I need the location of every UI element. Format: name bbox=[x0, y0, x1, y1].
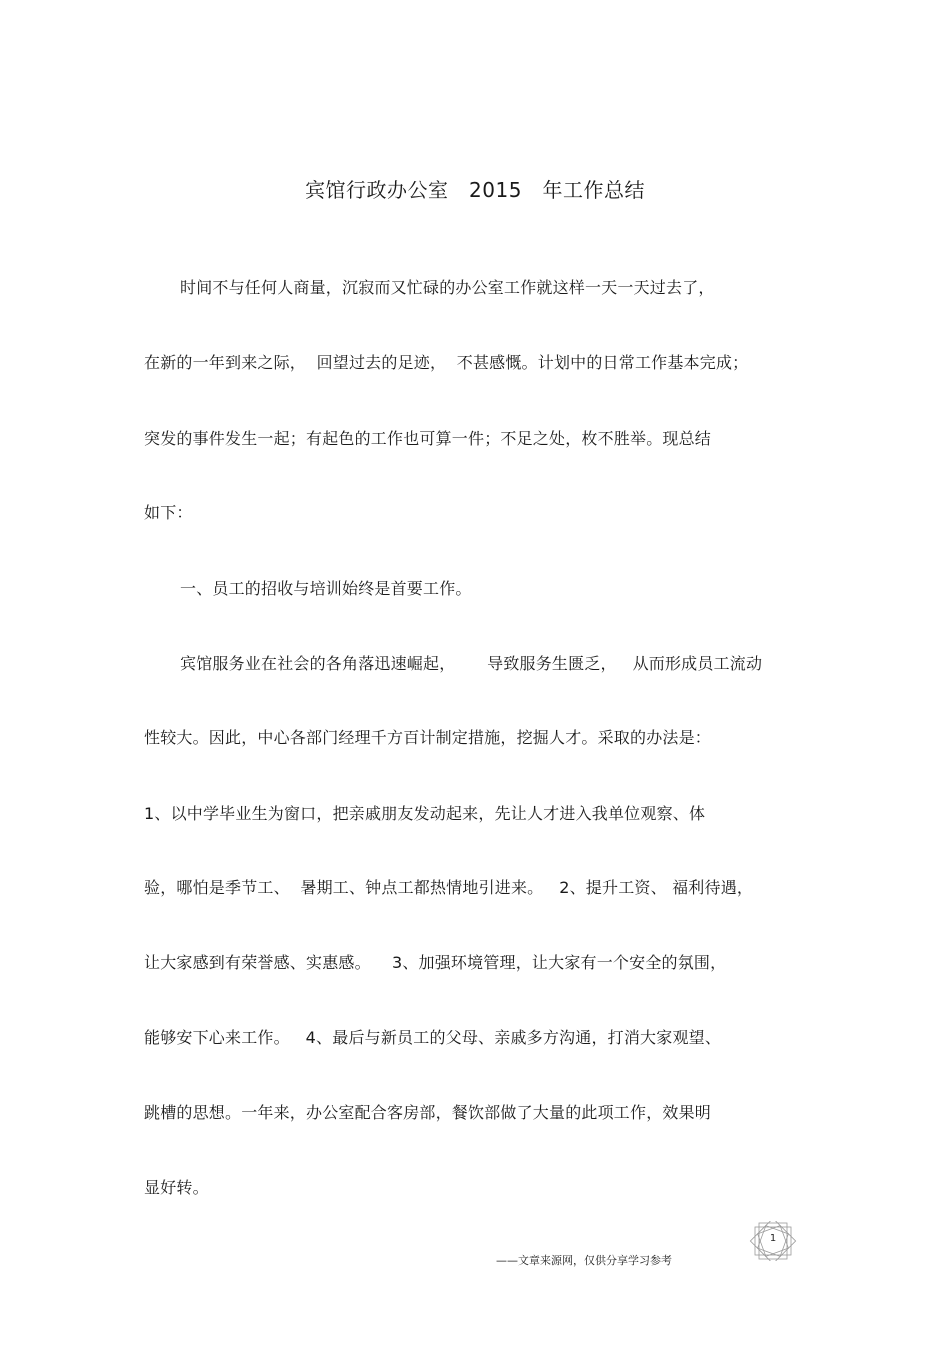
body-line: 时间不与任何人商量，沉寂而又忙碌的办公室工作就这样一天一天过去了， bbox=[180, 278, 715, 297]
page-number-badge bbox=[749, 1221, 797, 1261]
body-line: 突发的事件发生一起；有起色的工作也可算一件；不足之处，枚不胜举。现总结 bbox=[144, 429, 712, 448]
body-line: 在新的一年到来之际， 回望过去的足迹， 不甚感慨。计划中的日常工作基本完成； bbox=[144, 353, 749, 372]
body-line: 验，哪怕是季节工、 暑期工、钟点工都热情地引进来。 2、提升工资、 福利待遇， bbox=[144, 878, 754, 897]
section-heading: 一、员工的招收与培训始终是首要工作。 bbox=[180, 579, 472, 598]
body-line: 如下： bbox=[144, 503, 193, 522]
page-number: 1 bbox=[769, 1233, 777, 1244]
footer-note: ——文章来源网，仅供分享学习参考 bbox=[496, 1254, 672, 1267]
body-line: 性较大。因此，中心各部门经理千方百计制定措施，挖掘人才。采取的办法是： bbox=[144, 728, 712, 747]
body-line: 能够安下心来工作。 4、最后与新员工的父母、亲戚多方沟通，打消大家观望、 bbox=[144, 1028, 722, 1047]
body-line: 让大家感到有荣誉感、实惠感。 3、加强环境管理，让大家有一个安全的氛围， bbox=[144, 953, 727, 972]
page-title: 宾馆行政办公室 2015 年工作总结 bbox=[304, 178, 646, 202]
body-line: 跳槽的思想。一年来，办公室配合客房部，餐饮部做了大量的此项工作，效果明 bbox=[144, 1103, 712, 1122]
body-line: 1、以中学毕业生为窗口，把亲戚朋友发动起来，先让人才进入我单位观察、体 bbox=[144, 804, 706, 823]
body-line: 宾馆服务业在社会的各角落迅速崛起， 导致服务生匮乏， 从而形成员工流动 bbox=[180, 654, 763, 673]
body-line: 显好转。 bbox=[144, 1178, 209, 1197]
